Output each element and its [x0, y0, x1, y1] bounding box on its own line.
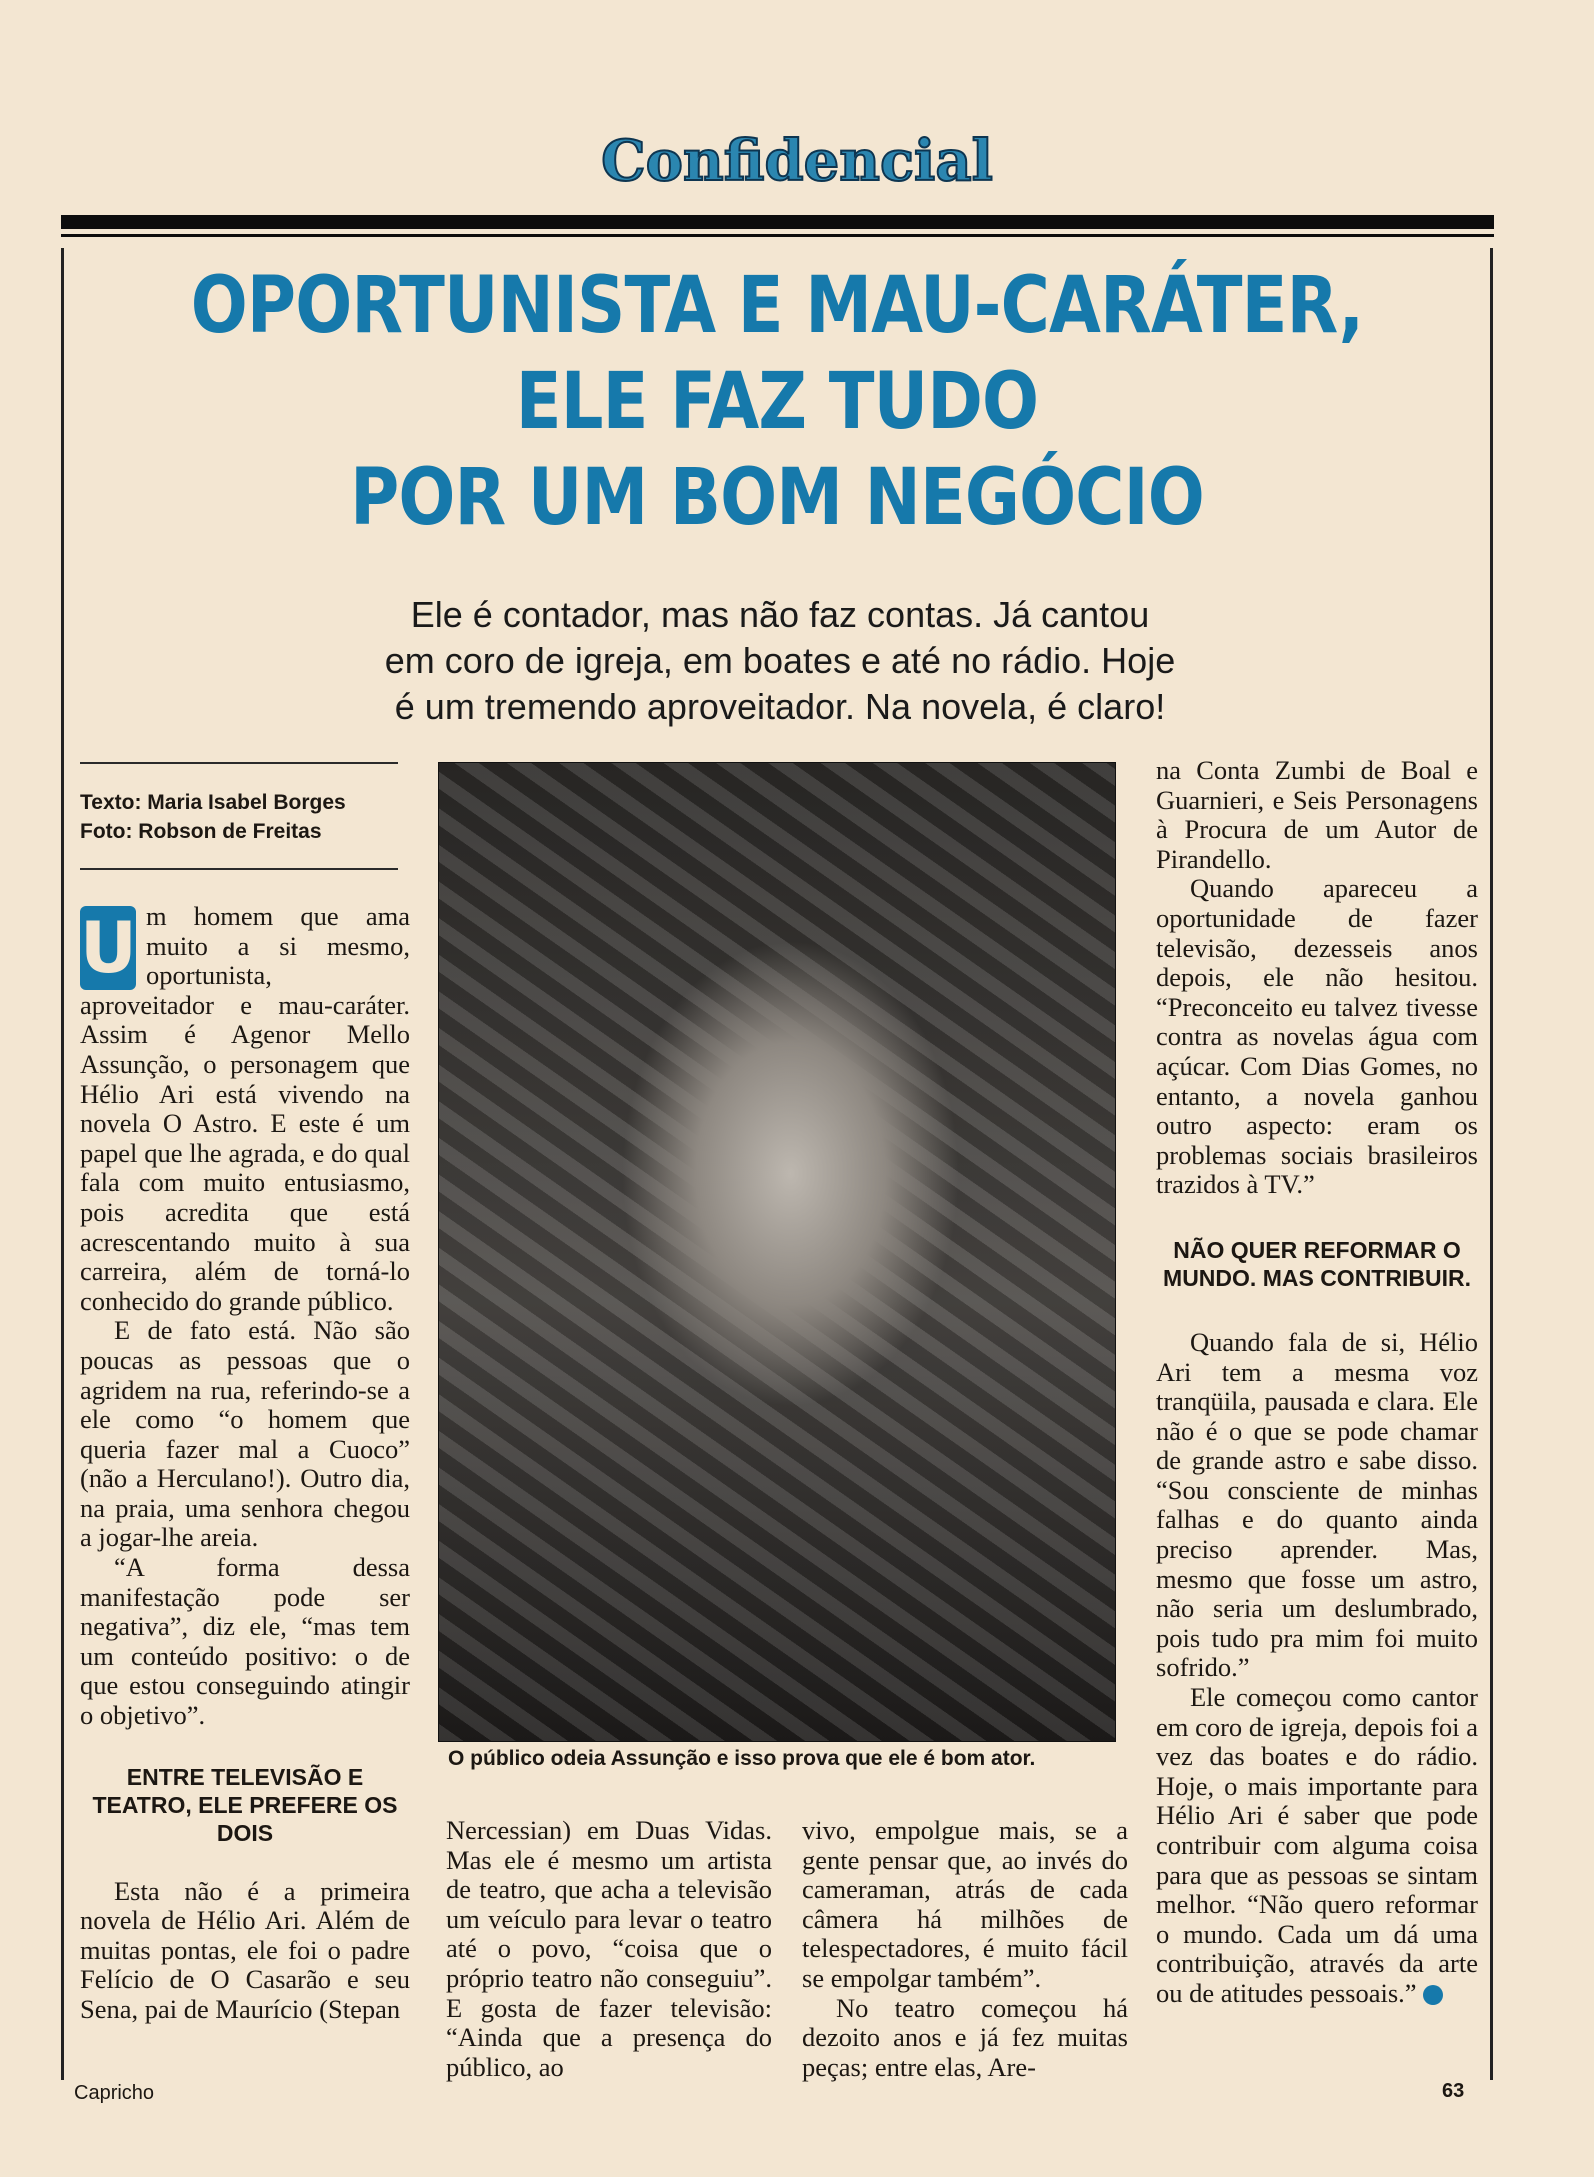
section-logo: Confidencial [601, 128, 993, 194]
frame-right [1490, 248, 1493, 2080]
col4-para-1: na Conta Zumbi de Boal e Guarnieri, e Seis Personagens à Procura de um Autor de Pirandello. [1156, 755, 1478, 874]
deck [300, 592, 1260, 730]
column-3 [802, 1816, 1128, 2082]
deck-line-1: Ele é contador, mas não faz contas. Já cantou [410, 594, 1150, 635]
col3-para-2: No teatro começou há dezoito anos e já fez muitas peças; entre elas, Are- [802, 1992, 1128, 2082]
drop-cap: U [80, 907, 137, 989]
photo-caption: O público odeia Assunção e isso prova que ele é bom ator. [448, 1747, 1036, 1770]
headline [164, 258, 1390, 546]
top-rule [61, 215, 1494, 229]
credits-rule-top [80, 762, 398, 764]
credits-rule-bottom [80, 868, 398, 870]
end-mark-icon [1423, 1985, 1443, 2005]
footer-page-number: 63 [1442, 2080, 1465, 2102]
footer-magazine: Capricho [74, 2082, 155, 2104]
headline-line-2: ELE FAZ TUDO [515, 357, 1039, 447]
col4-subhead: NÃO QUER REFORMAR O MUNDO. MAS CONTRIBUIR. [1163, 1236, 1471, 1291]
column-1 [80, 902, 410, 2025]
col2-para-1: Nercessian) em Duas Vidas. Mas ele é mesmo um artista de teatro, que acha a televisão um veículo para levar o teatro até o povo, “coisa que o próprio teatro não conseguiu”. E gosta de fazer televisão: “Ainda que a presença do público, ao [446, 1815, 772, 2082]
col4-para-2: Quando apareceu a oportunidade de fazer televisão, dezesseis anos depois, ele não hesitou. “Preconceito eu talvez tivesse contra as novelas água com açúcar. Com Dias Gomes, no entanto, a novela ganhou outro aspecto: eram os problemas sociais brasileiros trazidos à TV.” [1156, 873, 1478, 1200]
col1-para-3: “A forma dessa manifestação pode ser negativa”, diz ele, “mas tem um conteúdo positivo: o de que estou conseguindo atingir o objetivo”. [80, 1552, 410, 1731]
credit-photo: Foto: Robson de Freitas [80, 820, 322, 843]
portrait-photo [438, 762, 1116, 1742]
column-2 [446, 1816, 772, 2082]
column-4 [1156, 756, 1478, 2009]
col4-para-3: Quando fala de si, Hélio Ari tem a mesma voz tranqüila, pausada e clara. Ele não é o que se pode chamar de grande astro e sabe disso. “Sou consciente de minhas falhas e do quanto ainda preciso aprender. Mas, mesmo que fosse um astro, não seria um deslumbrado, pois tudo pra mim foi muito sofrido.” [1156, 1326, 1478, 1683]
deck-line-2: em coro de igreja, em boates e até no rádio. Hoje [384, 640, 1176, 681]
top-rule-thin [61, 234, 1494, 237]
col1-para-4: Esta não é a primeira novela de Hélio Ari. Além de muitas pontas, ele foi o padre Felício de O Casarão e seu Sena, pai de Maurício (Stepan [80, 1875, 410, 2024]
col4-para-4: Ele começou como cantor em coro de igreja, depois foi a vez das boates e do rádio. Hoje, o mais importante para Hélio Ari é saber que pode contribuir com alguma coisa para que as pessoas se sintam melhor. “Não quero reformar o mundo. Cada um dá uma contribuição, através da arte ou de atitudes pessoais.” [1156, 1682, 1478, 2008]
col1-para-2: E de fato está. Não são poucas as pessoas que o agridem na rua, referindo-se a ele como “o homem que queria fazer mal a Cuoco” (não a Herculano!). Outro dia, na praia, uma senhora chegou a jogar-lhe areia. [80, 1315, 410, 1553]
credit-text: Texto: Maria Isabel Borges [80, 791, 346, 814]
col3-para-1: vivo, empolgue mais, se a gente pensar que, ao invés do cameraman, atrás de cada câmera há milhões de telespectadores, é muito fácil se empolgar também”. [802, 1815, 1128, 1993]
frame-left [61, 248, 64, 2080]
col1-para-1: U m homem que ama muito a si mesmo, oportunista, aproveitador e mau-caráter. Assim é Agenor Mello Assunção, o personagem que Hélio Ari está vivendo na novela O Astro. E este é um papel que lhe agrada, e do qual fala com muito entusiasmo, pois acredita que está acrescentando muito à sua carreira, além de torná-lo conhecido do grande público. [80, 901, 410, 1316]
deck-line-3: é um tremendo aproveitador. Na novela, é claro! [394, 686, 1166, 727]
headline-line-1: OPORTUNISTA E MAU-CARÁTER, [190, 261, 1364, 351]
credits [80, 788, 400, 846]
headline-line-3: POR UM BOM NEGÓCIO [350, 453, 1204, 543]
col1-subhead: ENTRE TELEVISÃO E TEATRO, ELE PREFERE OS DOIS [92, 1763, 398, 1846]
